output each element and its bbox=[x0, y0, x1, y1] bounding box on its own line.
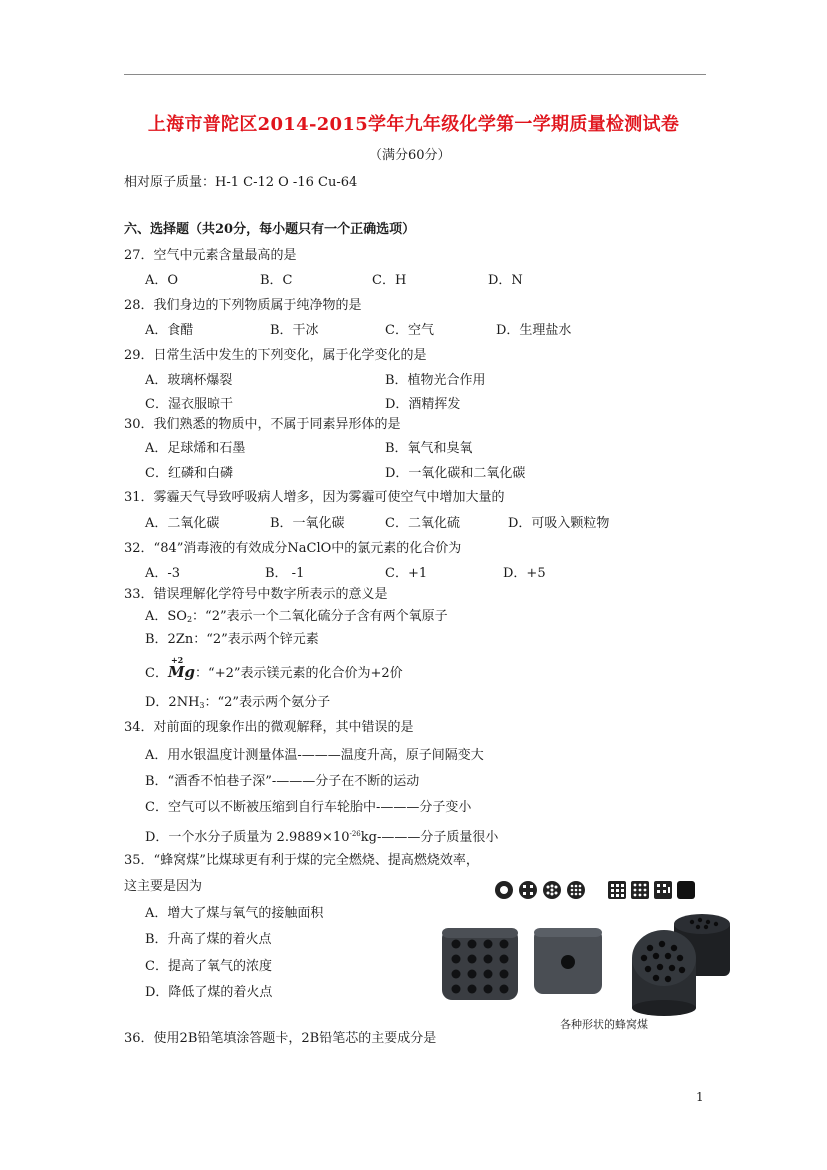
q32-option-c: C．+1 bbox=[385, 566, 428, 581]
q34-option-d: D．一个水分子质量为 $2.9889\times 10^{-26}kg-———$分子质量很小 bbox=[145, 830, 499, 845]
q28-stem: 28．我们身边的下列物质属于纯净物的是 bbox=[124, 298, 362, 313]
q29-stem: 29．日常生活中发生的下列变化，属于化学变化的是 bbox=[124, 348, 427, 363]
q31-option-c: C．二氧化硫 bbox=[385, 516, 460, 531]
q34-option-b: B．“酒香不怕巷子深”-———分子在不断的运动 bbox=[145, 774, 420, 789]
q28-option-b: B．干冰 bbox=[270, 323, 319, 338]
q27-option-c: C．H bbox=[372, 273, 407, 288]
honeycomb-coal-figure bbox=[436, 878, 736, 1034]
q30-option-c: C．红磷和白磷 bbox=[145, 466, 233, 481]
q29-option-a: A．玻璃杯爆裂 bbox=[145, 373, 233, 388]
square-coal-block bbox=[442, 928, 518, 1000]
q35-stem: 35．“蜂窝煤”比煤球更有利于煤的完全燃烧、提高燃烧效率， bbox=[124, 853, 479, 868]
q34-option-c: C．空气可以不断被压缩到自行车轮胎中-———分子变小 bbox=[145, 800, 472, 815]
exam-title: 上海市普陀区2014-2015学年九年级化学第一学期质量检测试卷 bbox=[147, 114, 680, 135]
page-number: 1 bbox=[696, 1090, 704, 1104]
figure-caption: 各种形状的蜂窝煤 bbox=[560, 1018, 648, 1031]
q35-option-c: C．提高了氧气的浓度 bbox=[145, 959, 272, 974]
coal-cross-section-icons bbox=[495, 881, 695, 899]
q31-option-b: B．一氧化碳 bbox=[270, 516, 345, 531]
section-heading: 六、选择题（共20分，每小题只有一个正确选项） bbox=[124, 222, 416, 237]
q34-stem: 34．对前面的现象作出的微观解释，其中错误的是 bbox=[124, 720, 414, 735]
q30-option-a: A．足球烯和石墨 bbox=[145, 441, 246, 456]
q33-option-a: A．$SO_2$：“2”表示一个二氧化硫分子含有两个氧原子 bbox=[145, 609, 448, 624]
q32-option-a: A．-3 bbox=[145, 566, 181, 581]
q27-option-a: A．O bbox=[145, 273, 179, 288]
q35-stem-continued: 这主要是因为 bbox=[124, 879, 203, 894]
q33-option-d: D．$2NH_3$：“2”表示两个氨分子 bbox=[145, 695, 331, 710]
atomic-masses: 相对原子质量：H-1 C-12 O -16 Cu-64 bbox=[124, 175, 358, 190]
q30-option-d: D．一氧化碳和二氧化碳 bbox=[385, 466, 526, 481]
q32-stem: 32．“84”消毒液的有效成分NaClO中的氯元素的化合价为 bbox=[124, 541, 462, 556]
mg-valence-symbol: +2 Mg bbox=[167, 655, 196, 681]
q34-option-a: A．用水银温度计测量体温-———温度升高，原子间隔变大 bbox=[145, 748, 484, 763]
exam-subtitle: （满分60分） bbox=[369, 148, 451, 163]
q30-option-b: B．氧气和臭氧 bbox=[385, 441, 473, 456]
cylinder-coal-blocks bbox=[632, 914, 730, 1016]
q31-option-a: A．二氧化碳 bbox=[145, 516, 220, 531]
q28-option-d: D．生理盐水 bbox=[496, 323, 572, 338]
q27-option-b: B．C bbox=[260, 273, 293, 288]
q32-option-b: B． -1 bbox=[265, 566, 305, 581]
q28-option-c: C．空气 bbox=[385, 323, 434, 338]
q27-option-d: D．N bbox=[488, 273, 523, 288]
q29-option-c: C．湿衣服晾干 bbox=[145, 397, 233, 412]
q33-option-b: B．2Zn：“2”表示两个锌元素 bbox=[145, 632, 319, 647]
q33-option-c: C． +2 Mg：“+2”表示镁元素的化合价为+2价 bbox=[145, 655, 403, 681]
q32-option-d: D．+5 bbox=[503, 566, 546, 581]
q35-option-d: D．降低了煤的着火点 bbox=[145, 985, 273, 1000]
q33-stem: 33．错误理解化学符号中数字所表示的意义是 bbox=[124, 587, 388, 602]
q36-stem: 36．使用2B铅笔填涂答题卡，2B铅笔芯的主要成分是 bbox=[124, 1031, 437, 1046]
q35-option-b: B．升高了煤的着火点 bbox=[145, 932, 272, 947]
single-hole-coal-block bbox=[534, 928, 602, 994]
q27-stem: 27．空气中元素含量最高的是 bbox=[124, 248, 297, 263]
q28-option-a: A．食醋 bbox=[145, 323, 194, 338]
q35-option-a: A．增大了煤与氧气的接触面积 bbox=[145, 906, 324, 921]
q31-option-d: D．可吸入颗粒物 bbox=[508, 516, 610, 531]
q29-option-d: D．酒精挥发 bbox=[385, 397, 461, 412]
q30-stem: 30．我们熟悉的物质中，不属于同素异形体的是 bbox=[124, 417, 401, 432]
header-rule bbox=[124, 74, 706, 75]
q29-option-b: B．植物光合作用 bbox=[385, 373, 486, 388]
q31-stem: 31．雾霾天气导致呼吸病人增多，因为雾霾可使空气中增加大量的 bbox=[124, 490, 505, 505]
